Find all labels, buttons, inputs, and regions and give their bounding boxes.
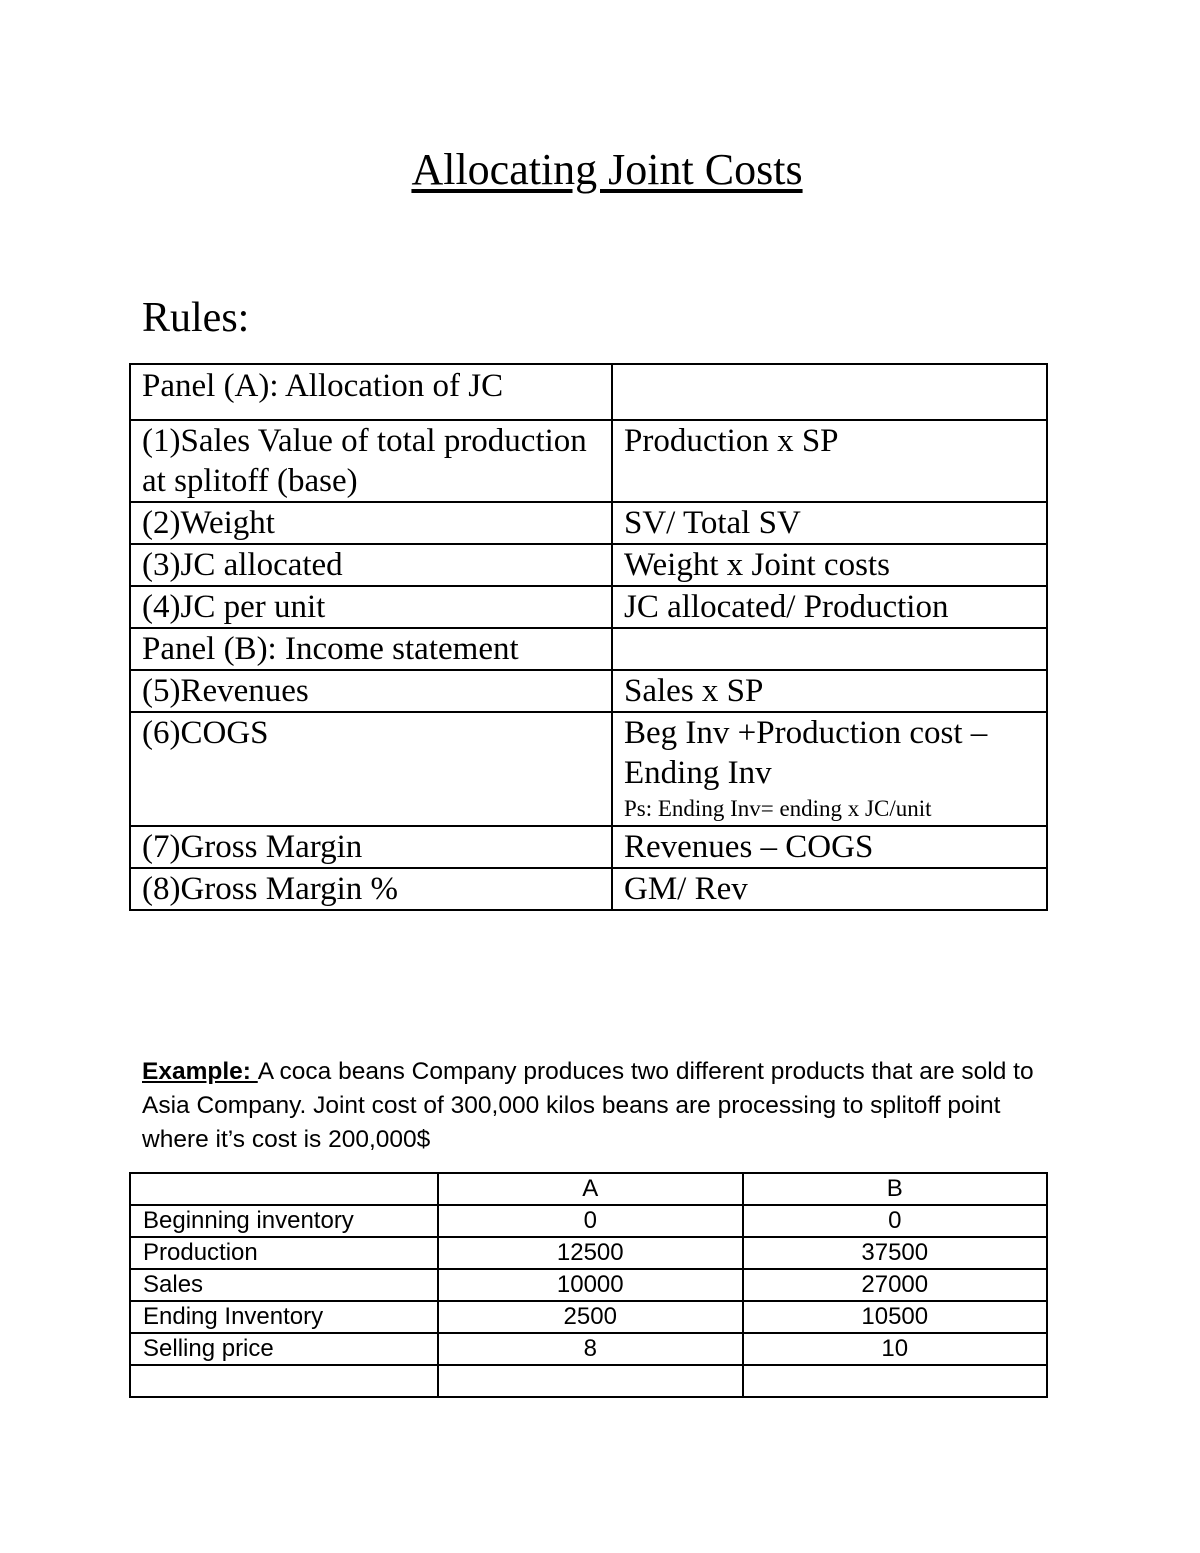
table-row: [130, 628, 1047, 670]
rule-label: (4)JC per unit: [130, 586, 612, 628]
table-header-row: [130, 1173, 1047, 1205]
rule-label: (5)Revenues: [130, 670, 612, 712]
rule-formula-cell: [612, 712, 1047, 826]
header-cell: [130, 1173, 438, 1205]
row-label: Ending Inventory: [130, 1301, 438, 1333]
cell-value: 8: [438, 1333, 743, 1365]
table-row: [130, 502, 1047, 544]
table-row: [130, 1205, 1047, 1237]
example-data-table: [129, 1172, 1048, 1398]
rule-label: (1)Sales Value of total production at splitoff (base): [130, 420, 612, 502]
row-label: Production: [130, 1237, 438, 1269]
table-row: [130, 420, 1047, 502]
rule-formula: Revenues – COGS: [612, 826, 1047, 868]
table-row: [130, 1237, 1047, 1269]
rule-formula: JC allocated/ Production: [612, 586, 1047, 628]
example-text: A coca beans Company produces two different products that are sold to Asia Company. Joint cost of 300,000 kilos beans are processing to splitoff point where it’s cost is 200,000$: [142, 1058, 1034, 1153]
table-row: [130, 868, 1047, 910]
rule-formula: Beg Inv +Production cost – Ending Inv: [624, 715, 988, 791]
rule-label: (8)Gross Margin %: [130, 868, 612, 910]
rule-label: (7)Gross Margin: [130, 826, 612, 868]
rule-formula: Production x SP: [612, 420, 1047, 502]
header-cell: A: [438, 1173, 743, 1205]
table-row: [130, 1269, 1047, 1301]
cell-value: [743, 1365, 1048, 1397]
cell-value: 0: [743, 1205, 1048, 1237]
rule-formula: SV/ Total SV: [612, 502, 1047, 544]
row-label: [130, 1365, 438, 1397]
example-label: Example:: [142, 1058, 258, 1085]
example-paragraph: [142, 1055, 1072, 1157]
cell-value: 0: [438, 1205, 743, 1237]
cell-value: 12500: [438, 1237, 743, 1269]
panel-b-heading: Panel (B): Income statement: [130, 628, 612, 670]
table-row: [130, 544, 1047, 586]
row-label: Selling price: [130, 1333, 438, 1365]
rule-formula: GM/ Rev: [612, 868, 1047, 910]
rule-formula: Sales x SP: [612, 670, 1047, 712]
cell-value: 10: [743, 1333, 1048, 1365]
empty-cell: [612, 364, 1047, 420]
cell-value: 37500: [743, 1237, 1048, 1269]
row-label: Beginning inventory: [130, 1205, 438, 1237]
rule-note: Ps: Ending Inv= ending x JC/unit: [624, 796, 932, 821]
panel-a-heading: Panel (A): Allocation of JC: [130, 364, 612, 420]
table-row: [130, 1333, 1047, 1365]
table-row: [130, 826, 1047, 868]
table-row: [130, 1301, 1047, 1333]
cell-value: 10500: [743, 1301, 1048, 1333]
rule-label: (6)COGS: [130, 712, 612, 826]
rule-label: (2)Weight: [130, 502, 612, 544]
table-row: [130, 364, 1047, 420]
empty-cell: [612, 628, 1047, 670]
cell-value: [438, 1365, 743, 1397]
rule-formula: Weight x Joint costs: [612, 544, 1047, 586]
rules-heading: Rules:: [142, 295, 250, 341]
table-row: [130, 712, 1047, 826]
table-row: [130, 1365, 1047, 1397]
table-row: [130, 586, 1047, 628]
rules-table: [129, 363, 1048, 911]
header-cell: B: [743, 1173, 1048, 1205]
row-label: Sales: [130, 1269, 438, 1301]
cell-value: 2500: [438, 1301, 743, 1333]
table-row: [130, 670, 1047, 712]
cell-value: 10000: [438, 1269, 743, 1301]
page-title: Allocating Joint Costs: [411, 145, 803, 194]
cell-value: 27000: [743, 1269, 1048, 1301]
rule-label: (3)JC allocated: [130, 544, 612, 586]
